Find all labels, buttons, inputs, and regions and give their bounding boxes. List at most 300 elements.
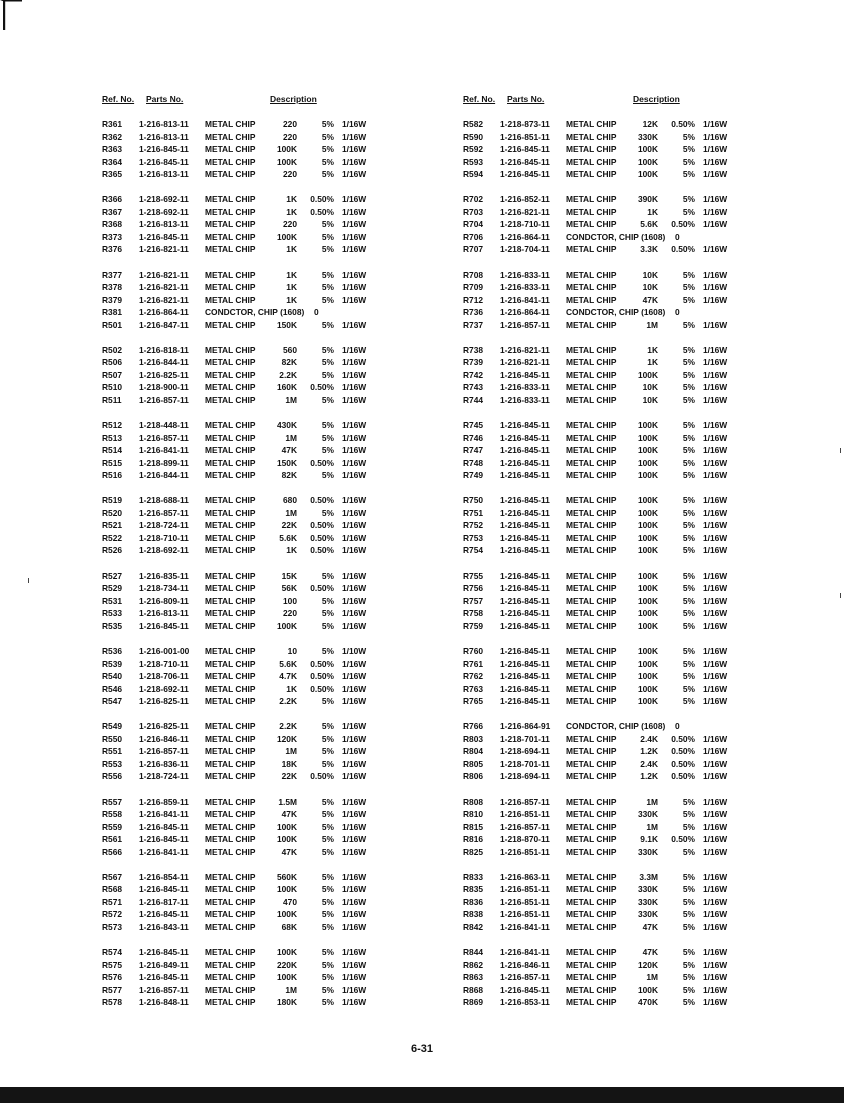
ref-no: R844: [463, 947, 484, 958]
ref-no: R558: [102, 809, 123, 820]
parts-row: [463, 193, 763, 206]
parts-no: 1-216-857-11: [139, 746, 189, 757]
ref-no: R365: [102, 169, 123, 179]
description: METAL CHIP: [566, 470, 617, 481]
wattage: 1/16W: [342, 532, 367, 543]
parts-group: [102, 344, 402, 407]
tolerance: 5%: [321, 282, 334, 293]
wattage: 1/16W: [342, 658, 367, 669]
ref-no: R527: [102, 570, 123, 581]
parts-row: [463, 996, 763, 1009]
tolerance: 0.50%: [671, 758, 695, 769]
ref-no: R536: [102, 646, 123, 657]
parts-no: 1-216-847-11: [139, 319, 189, 330]
value: 22K: [281, 520, 297, 531]
corner-crop-mark: [0, 0, 22, 30]
wattage: 1/16W: [342, 244, 367, 255]
ref-no: R747: [463, 445, 484, 456]
parts-no: 1-216-845-11: [500, 420, 550, 431]
edge-mark: [840, 593, 841, 598]
ref-no: R762: [463, 671, 484, 682]
parts-no: 1-216-857-11: [139, 432, 189, 443]
tolerance: 0.50%: [310, 194, 334, 205]
tolerance: 5%: [321, 144, 334, 154]
description: METAL CHIP: [205, 319, 256, 330]
value: 10K: [642, 382, 658, 393]
wattage: 1/16W: [703, 671, 728, 682]
value: 220: [283, 119, 297, 129]
ref-no: R737: [463, 319, 484, 330]
value: 220: [283, 219, 297, 230]
parts-row: [463, 871, 763, 884]
ref-no: R766: [463, 721, 484, 732]
ref-no: R540: [102, 671, 123, 682]
parts-group: [463, 570, 763, 633]
wattage: 1/16W: [342, 194, 367, 205]
tolerance: 5%: [321, 294, 334, 305]
ref-no: R759: [463, 620, 484, 631]
description: METAL CHIP: [566, 294, 617, 305]
parts-no: 1-216-813-11: [139, 169, 189, 179]
parts-row: [102, 306, 402, 319]
value: 10K: [642, 394, 658, 405]
wattage: 1/16W: [703, 796, 728, 807]
value: 10K: [642, 269, 658, 280]
value: 47K: [642, 921, 658, 932]
description: METAL CHIP: [205, 758, 256, 769]
parts-row: [463, 695, 763, 708]
value: 1K: [286, 244, 297, 255]
wattage: 1/16W: [342, 520, 367, 531]
parts-row: [102, 821, 402, 834]
description: METAL CHIP: [566, 733, 617, 744]
wattage: 1/16W: [703, 909, 728, 920]
parts-no: 1-216-851-11: [500, 131, 550, 142]
description: METAL CHIP: [566, 921, 617, 932]
parts-row: [463, 143, 763, 156]
description: METAL CHIP: [205, 620, 256, 631]
parts-no: 1-216-845-11: [139, 620, 189, 631]
ref-no: R522: [102, 532, 123, 543]
parts-no: 1-216-857-11: [139, 984, 189, 995]
wattage: 1/16W: [342, 620, 367, 631]
ref-no: R825: [463, 846, 484, 857]
wattage: 1/16W: [342, 319, 367, 330]
tolerance: 5%: [321, 344, 334, 355]
value: 100K: [276, 156, 297, 167]
description: METAL CHIP: [566, 495, 617, 506]
description: METAL CHIP: [205, 570, 256, 581]
parts-no: 1-216-845-11: [500, 696, 550, 707]
value: 470K: [637, 997, 658, 1008]
parts-row: [463, 507, 763, 520]
parts-no: 1-218-899-11: [139, 457, 189, 468]
value: 5.6K: [279, 658, 297, 669]
parts-no: 1-218-870-11: [500, 834, 550, 845]
tolerance: 5%: [321, 959, 334, 970]
value: 1M: [646, 319, 658, 330]
column-header: [463, 94, 763, 110]
parts-row: [102, 670, 402, 683]
description: METAL CHIP: [205, 445, 256, 456]
parts-row: [463, 218, 763, 231]
column-header: [102, 94, 402, 110]
value: 100K: [637, 545, 658, 556]
description: METAL CHIP: [205, 507, 256, 518]
parts-row: [102, 582, 402, 595]
parts-row: [463, 457, 763, 470]
ref-no: R838: [463, 909, 484, 920]
wattage: 1/16W: [703, 984, 728, 995]
parts-row: [463, 356, 763, 369]
parts-row: [463, 168, 763, 181]
value: 68K: [281, 921, 297, 932]
parts-row: [102, 118, 402, 131]
value: 2.2K: [279, 721, 297, 732]
tolerance: 5%: [321, 570, 334, 581]
parts-row: [463, 469, 763, 482]
tolerance: 5%: [682, 131, 695, 142]
value: 1K: [286, 269, 297, 280]
tolerance: 5%: [321, 357, 334, 368]
description: METAL CHIP: [566, 269, 617, 280]
wattage: 1/16W: [703, 696, 728, 707]
ref-no: R510: [102, 382, 123, 393]
parts-no: 1-216-813-11: [139, 119, 189, 129]
value: 100K: [637, 445, 658, 456]
wattage: 1/16W: [342, 896, 367, 907]
ref-no: R567: [102, 871, 123, 882]
description: METAL CHIP: [566, 834, 617, 845]
description: METAL CHIP: [566, 909, 617, 920]
ref-no: R533: [102, 608, 123, 619]
parts-group: [102, 720, 402, 783]
right-parts-list: [463, 118, 763, 1009]
wattage: 1/16W: [342, 169, 367, 179]
parts-no: 1-216-845-11: [139, 144, 189, 154]
value: 4.7K: [279, 671, 297, 682]
parts-row: [463, 118, 763, 131]
value: 56K: [281, 583, 297, 594]
description: METAL CHIP: [566, 169, 617, 179]
parts-no: 1-216-857-11: [139, 394, 189, 405]
description: METAL CHIP: [566, 696, 617, 707]
parts-no: 1-216-845-11: [139, 884, 189, 895]
parts-no: 1-216-825-11: [139, 721, 189, 732]
parts-no: 1-216-849-11: [139, 959, 189, 970]
tolerance: 5%: [682, 972, 695, 983]
parts-row: [463, 720, 763, 733]
parts-group: [463, 645, 763, 708]
ref-no: R367: [102, 206, 123, 217]
description: METAL CHIP: [566, 382, 617, 393]
value: 100K: [276, 620, 297, 631]
parts-no: 1-218-724-11: [139, 520, 189, 531]
parts-row: [463, 582, 763, 595]
tolerance: 5%: [682, 445, 695, 456]
description: METAL CHIP: [566, 432, 617, 443]
wattage: 1/16W: [703, 394, 728, 405]
value: 3.3M: [639, 871, 658, 882]
tolerance: 5%: [682, 947, 695, 958]
header-description: Description: [633, 94, 680, 104]
ref-no: R748: [463, 457, 484, 468]
ref-no: R377: [102, 269, 123, 280]
wattage: 1/16W: [703, 620, 728, 631]
parts-no: 1-216-852-11: [500, 194, 550, 205]
ref-no: R571: [102, 896, 123, 907]
parts-no: 1-216-833-11: [500, 382, 550, 393]
wattage: 1/16W: [703, 821, 728, 832]
parts-no: 1-218-710-11: [139, 658, 189, 669]
value: 1.2K: [640, 771, 658, 782]
value: 100K: [637, 507, 658, 518]
parts-no: 1-216-846-11: [500, 959, 550, 970]
parts-no: 1-216-845-11: [500, 369, 550, 380]
value: 2.2K: [279, 369, 297, 380]
description: METAL CHIP: [205, 520, 256, 531]
tolerance: 5%: [682, 984, 695, 995]
wattage: 1/16W: [703, 972, 728, 983]
page-number: 6-31: [410, 1043, 434, 1055]
value: 100K: [276, 972, 297, 983]
description: METAL CHIP: [566, 156, 617, 167]
ref-no: R810: [463, 809, 484, 820]
parts-group: [102, 494, 402, 557]
wattage: 1/16W: [342, 495, 367, 506]
description: METAL CHIP: [566, 758, 617, 769]
parts-no: 1-216-841-11: [139, 445, 189, 456]
ref-no: R502: [102, 344, 123, 355]
tolerance: 5%: [682, 671, 695, 682]
value: 1K: [647, 357, 658, 368]
ref-no: R760: [463, 646, 484, 657]
description: METAL CHIP: [566, 884, 617, 895]
description: METAL CHIP: [205, 231, 256, 242]
parts-no: 1-218-448-11: [139, 420, 189, 431]
wattage: 1/16W: [703, 658, 728, 669]
wattage: 1/16W: [703, 357, 728, 368]
description: METAL CHIP: [566, 959, 617, 970]
ref-no: R373: [102, 231, 123, 242]
tolerance: 5%: [682, 382, 695, 393]
tolerance: 5%: [682, 545, 695, 556]
parts-row: [102, 959, 402, 972]
wattage: 1/16W: [703, 545, 728, 556]
value: 330K: [637, 909, 658, 920]
wattage: 1/16W: [703, 194, 728, 205]
parts-row: [463, 243, 763, 256]
wattage: 1/16W: [342, 156, 367, 167]
ref-no: R738: [463, 344, 484, 355]
wattage: 1/16W: [703, 445, 728, 456]
parts-no: 1-216-851-11: [500, 896, 550, 907]
tolerance: 5%: [682, 896, 695, 907]
tolerance: 5%: [321, 896, 334, 907]
parts-row: [463, 971, 763, 984]
parts-no: 1-216-825-11: [139, 696, 189, 707]
value: 82K: [281, 470, 297, 481]
description: METAL CHIP: [205, 244, 256, 255]
ref-no: R516: [102, 470, 123, 481]
wattage: 1/16W: [342, 683, 367, 694]
wattage: 1/16W: [703, 169, 728, 179]
wattage: 1/16W: [703, 595, 728, 606]
tolerance: 5%: [682, 683, 695, 694]
wattage: 1/16W: [703, 608, 728, 619]
parts-row: [463, 306, 763, 319]
parts-row: [102, 808, 402, 821]
tolerance: 5%: [321, 620, 334, 631]
parts-no: 1-216-845-11: [500, 683, 550, 694]
tolerance: 5%: [682, 997, 695, 1008]
wattage: 1/16W: [342, 420, 367, 431]
parts-row: [463, 444, 763, 457]
parts-no: 1-218-900-11: [139, 382, 189, 393]
ref-no: R378: [102, 282, 123, 293]
tolerance: 5%: [682, 369, 695, 380]
wattage: 1/16W: [703, 131, 728, 142]
parts-row: [463, 808, 763, 821]
parts-group: [463, 494, 763, 557]
parts-row: [102, 946, 402, 959]
value: 1M: [285, 984, 297, 995]
parts-row: [102, 131, 402, 144]
wattage: 1/16W: [703, 583, 728, 594]
ref-no: R549: [102, 721, 123, 732]
wattage: 1/16W: [703, 520, 728, 531]
description: METAL CHIP: [205, 394, 256, 405]
ref-no: R557: [102, 796, 123, 807]
wattage: 1/16W: [342, 758, 367, 769]
description: METAL CHIP: [566, 206, 617, 217]
value: 47K: [281, 846, 297, 857]
wattage: 1/16W: [342, 445, 367, 456]
value: 100K: [637, 169, 658, 179]
value: 100K: [637, 369, 658, 380]
description: METAL CHIP: [205, 131, 256, 142]
ref-no: R736: [463, 307, 484, 318]
tolerance: 0.50%: [671, 244, 695, 255]
parts-row: [463, 294, 763, 307]
parts-row: [463, 733, 763, 746]
value: 100K: [637, 620, 658, 631]
description: METAL CHIP: [566, 369, 617, 380]
ref-no: R750: [463, 495, 484, 506]
parts-row: [102, 294, 402, 307]
wattage: 1/16W: [703, 495, 728, 506]
wattage: 1/16W: [342, 394, 367, 405]
parts-group: [463, 193, 763, 256]
value: 100K: [637, 646, 658, 657]
tolerance: 0.50%: [310, 382, 334, 393]
value: 15K: [281, 570, 297, 581]
parts-row: [463, 620, 763, 633]
parts-row: [463, 745, 763, 758]
wattage: 1/16W: [342, 997, 367, 1008]
value: 1M: [285, 394, 297, 405]
tolerance: 5%: [321, 131, 334, 142]
parts-row: [102, 231, 402, 244]
wattage: 1/16W: [703, 507, 728, 518]
header-ref-no: Ref. No.: [463, 94, 496, 104]
ref-no: R833: [463, 871, 484, 882]
parts-row: [102, 908, 402, 921]
description: METAL CHIP: [566, 821, 617, 832]
parts-no: 1-216-845-11: [500, 583, 550, 594]
wattage: 1/16W: [342, 595, 367, 606]
parts-row: [102, 695, 402, 708]
value: 100: [283, 595, 297, 606]
parts-row: [463, 419, 763, 432]
value: 180K: [276, 997, 297, 1008]
description: METAL CHIP: [566, 972, 617, 983]
value: 100K: [276, 947, 297, 958]
tolerance: 5%: [321, 608, 334, 619]
parts-no: 1-216-851-11: [500, 809, 550, 820]
tolerance: 5%: [321, 884, 334, 895]
tolerance: 0.50%: [310, 545, 334, 556]
value: 1K: [286, 294, 297, 305]
tolerance: 0.50%: [310, 683, 334, 694]
tolerance: 5%: [321, 972, 334, 983]
ref-no: R566: [102, 846, 123, 857]
parts-group: [463, 269, 763, 332]
wattage: 1/16W: [703, 758, 728, 769]
tolerance: 5%: [682, 532, 695, 543]
description: METAL CHIP: [566, 457, 617, 468]
parts-no: 1-216-845-11: [500, 984, 550, 995]
tolerance: 0.50%: [310, 658, 334, 669]
header-parts-no: Parts No.: [146, 94, 184, 104]
ref-no: R511: [102, 394, 122, 405]
tolerance: 5%: [682, 144, 695, 154]
tolerance: 5%: [321, 871, 334, 882]
wattage: 1/16W: [703, 884, 728, 895]
parts-row: [463, 231, 763, 244]
tolerance: 5%: [682, 909, 695, 920]
description: METAL CHIP: [205, 733, 256, 744]
ref-no: R576: [102, 972, 123, 983]
header-ref-no: Ref. No.: [102, 94, 135, 104]
tolerance: 5%: [682, 294, 695, 305]
value: 47K: [642, 294, 658, 305]
parts-no: 1-216-813-11: [139, 219, 189, 230]
description: METAL CHIP: [205, 282, 256, 293]
tolerance: 5%: [321, 445, 334, 456]
description: METAL CHIP: [566, 244, 617, 255]
tolerance: 5%: [682, 282, 695, 293]
wattage: 1/16W: [342, 733, 367, 744]
tolerance: 5%: [321, 696, 334, 707]
ref-no: R363: [102, 144, 123, 154]
tolerance: 5%: [682, 595, 695, 606]
value: 220K: [276, 959, 297, 970]
ref-no: R519: [102, 495, 123, 506]
ref-no: R746: [463, 432, 484, 443]
tolerance: 5%: [682, 344, 695, 355]
ref-no: R868: [463, 984, 484, 995]
ref-no: R739: [463, 357, 484, 368]
value: 330K: [637, 846, 658, 857]
parts-row: [102, 770, 402, 783]
parts-no: 1-216-845-11: [139, 821, 189, 832]
tolerance: 5%: [682, 495, 695, 506]
description: METAL CHIP: [205, 746, 256, 757]
parts-row: [102, 658, 402, 671]
wattage: 1/16W: [703, 896, 728, 907]
tolerance: 5%: [682, 696, 695, 707]
